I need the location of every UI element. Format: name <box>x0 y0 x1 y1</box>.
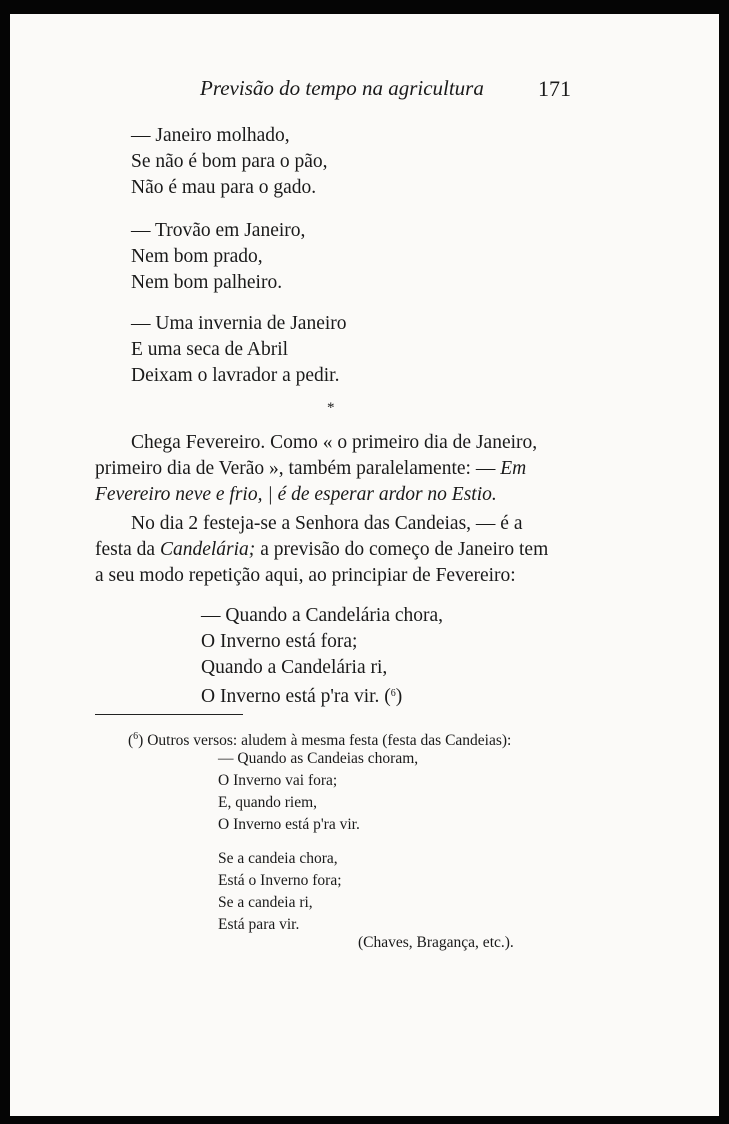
running-header-title: Previsão do tempo na agricultura <box>200 76 484 100</box>
footnote-verse-1 <box>218 748 418 836</box>
paragraph-line: primeiro dia de Verão », também paralelamente: — Em <box>95 458 527 479</box>
paragraph-line: Fevereiro neve e frio, | é de esperar ardor no Estio. <box>95 484 497 505</box>
verse-line: Nem bom prado, <box>131 246 263 267</box>
verse-line: Nem bom palheiro. <box>131 272 283 293</box>
section-separator: * <box>327 400 335 416</box>
verse-line: — Quando a Candelária chora, <box>201 605 444 626</box>
paragraph-line: Chega Fevereiro. Como « o primeiro dia de Janeiro, <box>131 432 538 453</box>
verse-line: Está o Inverno fora; <box>218 872 342 889</box>
verse-line: O Inverno vai fora; <box>218 772 338 789</box>
verse-line: O Inverno está p'ra vir. <box>218 816 360 833</box>
verse-line: Quando a Candelária ri, <box>201 657 388 678</box>
paragraph-line: No dia 2 festeja-se a Senhora das Candeias, — é a <box>131 513 523 534</box>
verse-line: — Janeiro molhado, <box>131 125 290 146</box>
verse-line: Se não é bom para o pão, <box>131 151 328 172</box>
candelaria-verse <box>201 603 443 710</box>
verse-line: Se a candeia ri, <box>218 894 313 911</box>
footnote-intro: ($^6$) Outros versos: aludem à mesma festa (festa das Candeias): <box>128 731 512 749</box>
verse-block-2 <box>131 218 305 296</box>
verse-line: Não é mau para o gado. <box>131 177 317 198</box>
paragraph-line: festa da Candelária; a previsão do começo de Janeiro tem <box>95 539 549 560</box>
paragraph-line: a seu modo repetição aqui, ao principiar de Fevereiro: <box>95 565 516 586</box>
verse-line: — Trovão em Janeiro, <box>131 220 306 241</box>
verse-line: E, quando riem, <box>218 794 318 811</box>
verse-block-1 <box>131 123 328 201</box>
footnote-reference[interactable]: 6 <box>390 688 396 699</box>
verse-line: — Uma invernia de Janeiro <box>131 313 347 334</box>
verse-line: Está para vir. <box>218 916 300 933</box>
footnote-rule <box>95 714 243 715</box>
paragraph-2 <box>95 511 583 589</box>
verse-line: — Quando as Candeias choram, <box>218 750 419 767</box>
verse-line: O Inverno está fora; <box>201 631 358 652</box>
verse-line: O Inverno está p'ra vir. ($^6$) <box>201 686 403 707</box>
verse-block-3 <box>131 311 347 389</box>
verse-line: E uma seca de Abril <box>131 339 289 360</box>
paragraph-1 <box>95 430 583 508</box>
footnote-citation: (Chaves, Bragança, etc.). <box>358 934 514 951</box>
verse-line: Se a candeia chora, <box>218 850 338 867</box>
footnote-verse-2 <box>218 848 342 936</box>
verse-line: Deixam o lavrador a pedir. <box>131 365 340 386</box>
page-number: 171 <box>538 76 571 101</box>
